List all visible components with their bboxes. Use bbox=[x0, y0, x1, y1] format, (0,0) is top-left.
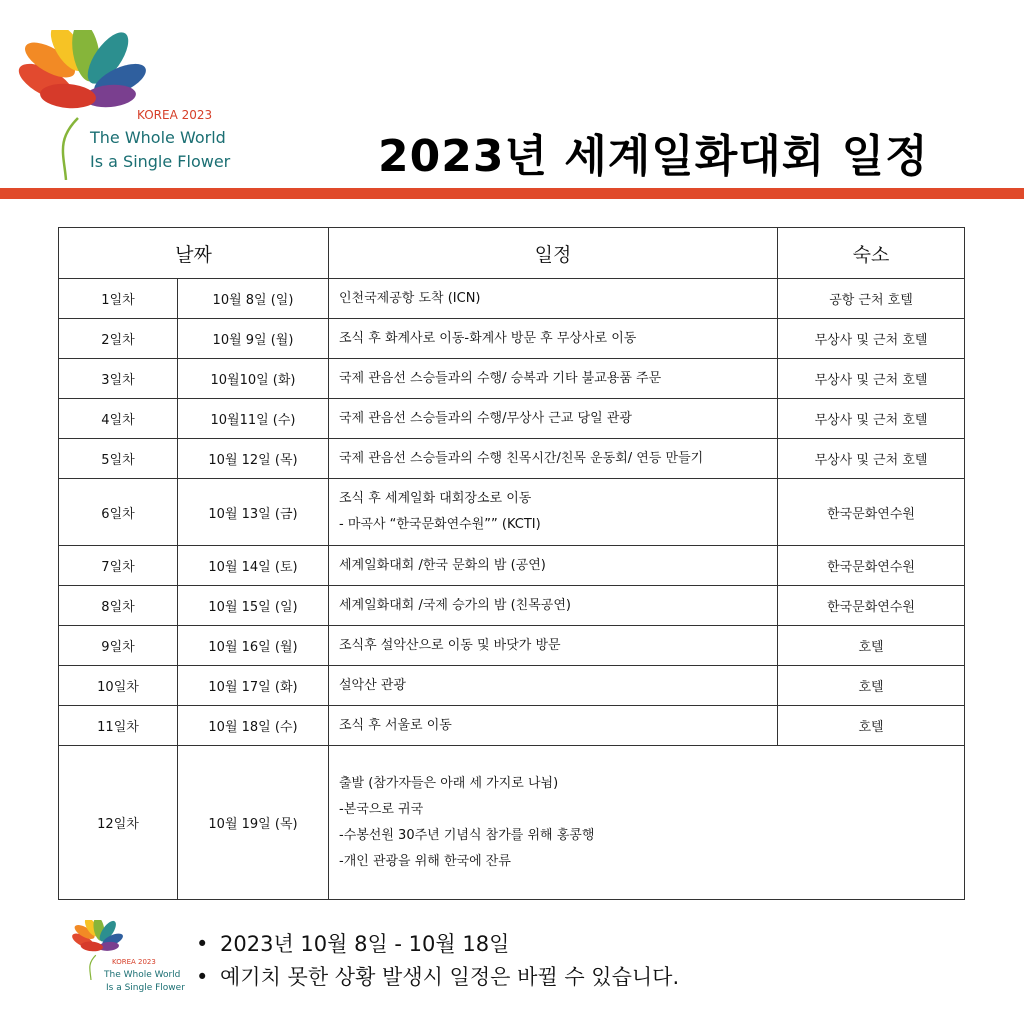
schedule-cell bbox=[329, 399, 778, 439]
schedule-cell bbox=[329, 439, 778, 479]
schedule-line: 국제 관음선 스승들과의 수행 친목시간/친목 운동회/ 연등 만들기 bbox=[339, 450, 704, 466]
schedule-cell bbox=[329, 359, 778, 399]
accent-divider bbox=[0, 188, 1024, 199]
logo-line2: Is a Single Flower bbox=[90, 152, 231, 171]
schedule-line: 조식 후 화계사로 이동-화계사 방문 후 무상사로 이동 bbox=[339, 330, 637, 346]
lodging-cell: 무상사 및 근처 호텔 bbox=[778, 359, 965, 399]
note-dates: • 2023년 10월 8일 - 10월 18일 bbox=[196, 928, 679, 961]
lodging-cell: 무상사 및 근처 호텔 bbox=[778, 439, 965, 479]
schedule-line: -개인 관광을 위해 한국에 잔류 bbox=[339, 853, 511, 869]
lodging-cell: 공항 근처 호텔 bbox=[778, 279, 965, 319]
date-cell: 10월 16일 (월) bbox=[178, 626, 329, 666]
schedule-line: 조식 후 세계일화 대회장소로 이동 bbox=[339, 491, 532, 506]
schedule-cell bbox=[329, 626, 778, 666]
header-date: 날짜 bbox=[59, 228, 329, 279]
table-header-row bbox=[59, 228, 965, 279]
day-cell: 9일차 bbox=[59, 626, 178, 666]
date-cell: 10월 15일 (일) bbox=[178, 586, 329, 626]
schedule-cell bbox=[329, 706, 778, 746]
logo-line1: The Whole World bbox=[90, 128, 226, 147]
schedule-line: 국제 관음선 스승들과의 수행/무상사 근교 당일 관광 bbox=[339, 410, 632, 426]
date-cell: 10월 17일 (화) bbox=[178, 666, 329, 706]
logo-line1: The Whole World bbox=[104, 970, 181, 980]
schedule-cell bbox=[329, 479, 778, 546]
table-row bbox=[59, 319, 965, 359]
day-cell: 8일차 bbox=[59, 586, 178, 626]
lodging-cell: 호텔 bbox=[778, 626, 965, 666]
page-title: 2023년 세계일화대회 일정 bbox=[378, 131, 929, 182]
schedule-line: 국제 관음선 스승들과의 수행/ 승복과 기타 불교용품 주문 bbox=[339, 370, 662, 386]
table-row bbox=[59, 626, 965, 666]
logo-top bbox=[16, 30, 246, 180]
schedule-line: -본국으로 귀국 bbox=[339, 801, 424, 817]
date-cell: 10월 19일 (목) bbox=[178, 746, 329, 900]
day-cell: 11일차 bbox=[59, 706, 178, 746]
schedule-cell bbox=[329, 279, 778, 319]
lodging-cell: 호텔 bbox=[778, 706, 965, 746]
day-cell: 1일차 bbox=[59, 279, 178, 319]
date-cell: 10월 8일 (일) bbox=[178, 279, 329, 319]
logo-korea-text: KOREA 2023 bbox=[112, 958, 156, 966]
lodging-cell: 한국문화연수원 bbox=[778, 586, 965, 626]
schedule-line: 조식 후 서울로 이동 bbox=[339, 717, 452, 733]
table-row bbox=[59, 479, 965, 546]
schedule-line: 세계일화대회 /국제 승가의 밤 (친목공연) bbox=[339, 597, 571, 613]
date-cell: 10월11일 (수) bbox=[178, 399, 329, 439]
day-cell: 7일차 bbox=[59, 546, 178, 586]
header-schedule: 일정 bbox=[329, 228, 778, 279]
note-disclaimer: • 예기치 못한 상황 발생시 일정은 바뀔 수 있습니다. bbox=[196, 961, 679, 994]
schedule-line: 조식후 설악산으로 이동 및 바닷가 방문 bbox=[339, 637, 561, 653]
lodging-cell: 호텔 bbox=[778, 666, 965, 706]
table-row bbox=[59, 586, 965, 626]
day-cell: 10일차 bbox=[59, 666, 178, 706]
date-cell: 10월 14일 (토) bbox=[178, 546, 329, 586]
notes-list bbox=[196, 928, 679, 994]
lodging-cell: 한국문화연수원 bbox=[778, 479, 965, 546]
day-cell: 4일차 bbox=[59, 399, 178, 439]
schedule-line: 설악산 관광 bbox=[339, 677, 406, 693]
table-row bbox=[59, 359, 965, 399]
table-row bbox=[59, 706, 965, 746]
day-cell: 6일차 bbox=[59, 479, 178, 546]
schedule-line: - 마곡사 “한국문화연수원”” (KCTI) bbox=[339, 517, 541, 532]
table-row bbox=[59, 399, 965, 439]
header-lodging: 숙소 bbox=[778, 228, 965, 279]
day-cell: 2일차 bbox=[59, 319, 178, 359]
day-cell: 12일차 bbox=[59, 746, 178, 900]
lodging-cell: 무상사 및 근처 호텔 bbox=[778, 399, 965, 439]
schedule-line: 출발 (참가자들은 아래 세 가지로 나뉨) bbox=[339, 775, 559, 791]
schedule-cell bbox=[329, 586, 778, 626]
table-row bbox=[59, 279, 965, 319]
date-cell: 10월 12일 (목) bbox=[178, 439, 329, 479]
lodging-cell: 한국문화연수원 bbox=[778, 546, 965, 586]
table-row bbox=[59, 546, 965, 586]
schedule-line: -수봉선원 30주년 기념식 참가를 위해 홍콩행 bbox=[339, 827, 595, 843]
schedule-line: 세계일화대회 /한국 문화의 밤 (공연) bbox=[339, 557, 546, 573]
table-row bbox=[59, 666, 965, 706]
schedule-line: 인천국제공항 도착 (ICN) bbox=[339, 290, 481, 306]
schedule-cell bbox=[329, 546, 778, 586]
schedule-table bbox=[58, 227, 965, 900]
schedule-cell bbox=[329, 319, 778, 359]
table-row bbox=[59, 439, 965, 479]
date-cell: 10월 9일 (월) bbox=[178, 319, 329, 359]
logo-line2: Is a Single Flower bbox=[106, 983, 185, 993]
day-cell: 5일차 bbox=[59, 439, 178, 479]
day-cell: 3일차 bbox=[59, 359, 178, 399]
lodging-cell: 무상사 및 근처 호텔 bbox=[778, 319, 965, 359]
table-row bbox=[59, 746, 965, 900]
date-cell: 10월 13일 (금) bbox=[178, 479, 329, 546]
schedule-cell bbox=[329, 746, 965, 900]
date-cell: 10월10일 (화) bbox=[178, 359, 329, 399]
date-cell: 10월 18일 (수) bbox=[178, 706, 329, 746]
logo-korea-text: KOREA 2023 bbox=[137, 108, 213, 122]
logo-bottom bbox=[66, 920, 186, 1000]
schedule-cell bbox=[329, 666, 778, 706]
